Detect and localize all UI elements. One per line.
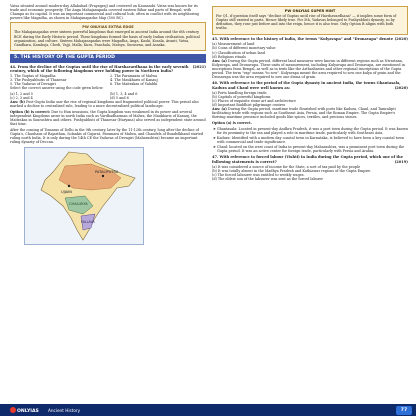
option: (d) 5 and 6 xyxy=(110,96,129,101)
option: (a) 1, 2 and 5 xyxy=(10,92,33,97)
intro-paragraph: Vatsa situated around modern-day Allahabad (Prayagraj) and centered on Kausambi. Vatsa was known for its trade and economic prosperity. The Anga Mahajanapada covered eastern Bihar and parts of Bengal, with Champa as its capital. It was an important commercial and cultural hub, often in conflict with its neighboring powers like Magadha, as shown in Mahajanapadas Map (500 BC). xyxy=(10,4,199,21)
super-hint-text: For Q1, if question itself says "decline of Guptas until rise of Harshavardhana" — it implies some form of Guptas still existed in parts. Hence likely true. For 5th, Yadavas belonged to Pushyabhuti dynasty, so by definition, they rose just before and into the reign, hence it is also true. Only Option B aligns with both truths. xyxy=(216,14,397,31)
footer-subject: Ancient History xyxy=(48,407,81,413)
question-46 xyxy=(212,81,408,90)
answer-44-option-text: Due to Hun invasions, the Gupta kingdom was weakened in its power and several independent Kingdoms arose in north India such as Vardhadharman of Malwa, the Maukharis of Kanauj, the Maitrakas in Saurashtra and others. Pushyabhuti of Thanesar (Haryana) also served as independent state around that time. xyxy=(10,110,206,127)
option: (d) Religious rituals xyxy=(212,54,247,59)
bullet-text: Chaul: located on the west coast of India in present-day Maharashtra, was a prominent port town during the Gupta period. It was an active center for foreign trade, particularly with Persia and Arabia. xyxy=(216,145,405,154)
question-45 xyxy=(212,37,408,41)
extra-edge-text: The Mahajanapadas were sixteen powerful kingdoms that emerged in ancient India around the 6th century BCE during the Early Historic period. These kingdoms formed the basis of early Indian civilization, political organization, and culture. Sixteen Mahajanapadas were Magadha, Anga, Kashi, Kosala, Avanti, Vatsa, Gandhara, Kamboja, Chedi, Vajji, Malla, Kuru, Panchala, Matsya, Surasena, and Assaka. xyxy=(14,30,200,47)
map-label-city1: PATALIPUTRA xyxy=(95,170,119,175)
map-label-region: CHALUKYA xyxy=(69,202,88,207)
bullet-text: Kadura: Identified with a modern day coastal town in Karnataka, is believed to have been a key coastal town with commercial and trade significance. xyxy=(216,135,405,145)
answer-44-text: Post-Gupta India saw the rise of regional kingdoms and fragmented political power. This period also marked a decline to centralized rule, leading to a more decentralized political landscape. xyxy=(10,100,199,109)
option: (d) Important Buddhist pilgrimage centres xyxy=(212,103,286,108)
option: (a) It was considered a source of income for the State, a sort of tax paid by the people xyxy=(212,164,361,169)
extra-edge-box xyxy=(10,22,206,51)
option: (a) Measurement of land xyxy=(212,42,255,47)
left-column xyxy=(10,4,206,245)
list-item: 2. The Paramaras of Malwa xyxy=(110,74,158,79)
option: (c) 2, 3 and 4 xyxy=(10,96,33,101)
page-number: 77 xyxy=(396,406,412,415)
question-44 xyxy=(10,65,206,74)
option: (b) Coins of different monetary value xyxy=(212,46,276,51)
option: (a) Ports handling foreign trade xyxy=(212,90,267,95)
answer-46-option-label: Option (a) is correct. xyxy=(212,121,252,126)
brand-name: ONLYIAS xyxy=(17,409,39,414)
map-label-region2: PALLAVA xyxy=(81,220,95,225)
q44-instruction: Select the correct answer using the code given below: xyxy=(10,86,104,91)
question-45-year: (2020) xyxy=(394,37,408,42)
option: (c) The forced labourer was entitled to weekly wages. xyxy=(212,173,305,178)
answer-45-text: During the Gupta period, different land measures were known in different regions such as Nivartana, Kulyavapa, and Dronavapa. These units of measurement, including Kulyavapa and Dronavapa, are mentioned in inscriptions from Bengal, as well as in texts like the Arthashastra and other regional inscriptions of the Gupta period. The term "vap" means "to sow". Kulyavapa meant the area required to sow one kulya of grain and the Dronavapa was the area required to sow one drona of grain. xyxy=(212,58,405,80)
list-item: 6. The Maitrakas of Valabhi xyxy=(110,82,158,87)
option: (c) Classification of urban land xyxy=(212,50,265,55)
answer-44 xyxy=(10,100,206,108)
list-item: 3. The Pushyabhutis of Thanesar xyxy=(10,78,67,83)
list-item: 4. The Maukharis of Kanauj xyxy=(110,78,158,83)
question-45-text: 45. With reference to the history of India, the terms "Kulyavapa" and "Dronavapa" denote xyxy=(212,37,393,42)
india-map-svg xyxy=(25,148,143,244)
list-item: 1. The Guptas of Magadha xyxy=(10,74,56,79)
super-hint-title: PW ONLYIAS SUPER HINT xyxy=(284,9,336,13)
bullet-text: Ghantasala: Located in present-day Andhra Pradesh, it was a port town during the Gupta period. It was known for its proximity to the sea and played a role in maritime trade, particularly with Southeast Asia. xyxy=(216,126,408,135)
list-item: 5. The Yadavas of Devagiri xyxy=(10,82,56,87)
super-hint-box xyxy=(212,6,408,35)
bullet-item: ➤ Ghantasala: Located in present-day Andhra Pradesh, it was a port town during the Gupta period. It was known for its proximity to the sea and played a role in maritime trade, particularly with Southeast Asia. xyxy=(213,126,408,135)
question-47-text: 47. With reference to forced labour (Vishti) in India during the Gupta period, which one of the following statements is correct? xyxy=(212,155,403,164)
answer-45-label: Ans: (a) xyxy=(212,58,227,63)
question-44-text: 44. From the decline of the Guptas until the rise of Harshavardhana in the early seventh century, which of the following kingdoms were holding power in Northern India? xyxy=(10,64,189,73)
question-44-year: (2021) xyxy=(192,64,206,69)
answer-44-label: Ans: (b) xyxy=(10,100,26,105)
answer-46-text: During the Gupta period, maritime trade flourished with ports like Kadura, Chaul, and Tamralipti facilitating trade with regions such as Southeast Asia, Persia, and the Roman Empire. The Gupta Empire's thriving maritime presence included goods like spices, textiles, and precious stones. xyxy=(212,107,396,120)
q44-list xyxy=(10,74,206,86)
option: (b) It was totally absent in the Madhya Pradesh and Kathiawar regions of the Gupta Empire. xyxy=(212,168,372,173)
answer-46 xyxy=(212,107,408,119)
city-marker xyxy=(68,185,70,187)
q44-options xyxy=(10,92,206,100)
brand-logo-icon xyxy=(10,407,16,413)
answer-44-option-label: Option (b) is correct: xyxy=(10,110,51,115)
page-footer xyxy=(0,404,416,416)
answer-46-label: Ans: (a) xyxy=(212,107,227,112)
india-map xyxy=(24,147,144,245)
answer-44-option xyxy=(10,110,206,126)
question-47-year: (2019) xyxy=(394,159,408,164)
extra-edge-title: PW ONLYIAS EXTRA EDGE xyxy=(82,25,134,30)
brand-logo xyxy=(10,407,39,414)
city-marker xyxy=(102,175,104,177)
question-47 xyxy=(212,155,408,164)
question-46-text: 46. With reference to the period of the Gupta dynasty in ancient India, the towns Ghantasala, Kadura and Chaul were well known as: xyxy=(212,81,401,90)
option: (d) The eldest son of the labourer was sent as the forced laborer xyxy=(212,177,323,182)
option: (b) 1, 3, 4 and 6 xyxy=(110,92,138,97)
option: (c) Places of exquisite stone art and architecture xyxy=(212,98,296,103)
bullet-item: ➤ Chaul: located on the west coast of India in present-day Maharashtra, was a prominent port town during the Gupta period. It was an active center for foreign trade, particularly with Persia and Arabia. xyxy=(213,145,405,154)
answer-44-more: After the coming of Tomaras of Delhi in the 9th century, later by the 11-12th century, long after the decline of Gupta's, Chauhans of Rajasthan, Solankis of Gujarat, Paramara of Malwa, and Chandels of Bundelkhand started ruling north India. It is only during the 14th CE the Yadavas of Devagiri (Maharashtra) became an important ruling dynasty of Deccan. xyxy=(10,128,204,145)
question-46-year: (2020) xyxy=(394,85,408,90)
map-label-city2: UJJAIN xyxy=(61,190,72,195)
answer-45 xyxy=(212,59,408,79)
bullet-item: ➤ Kadura: Identified with a modern day coastal town in Karnataka, is believed to have been a key coastal town with commercial and trade significance. xyxy=(213,135,405,145)
section-title: 5. THE HISTORY OF THE GUPTA PERIOD xyxy=(10,54,206,62)
option: (b) Capitals of powerful kingdoms xyxy=(212,94,271,99)
right-column xyxy=(212,4,408,181)
